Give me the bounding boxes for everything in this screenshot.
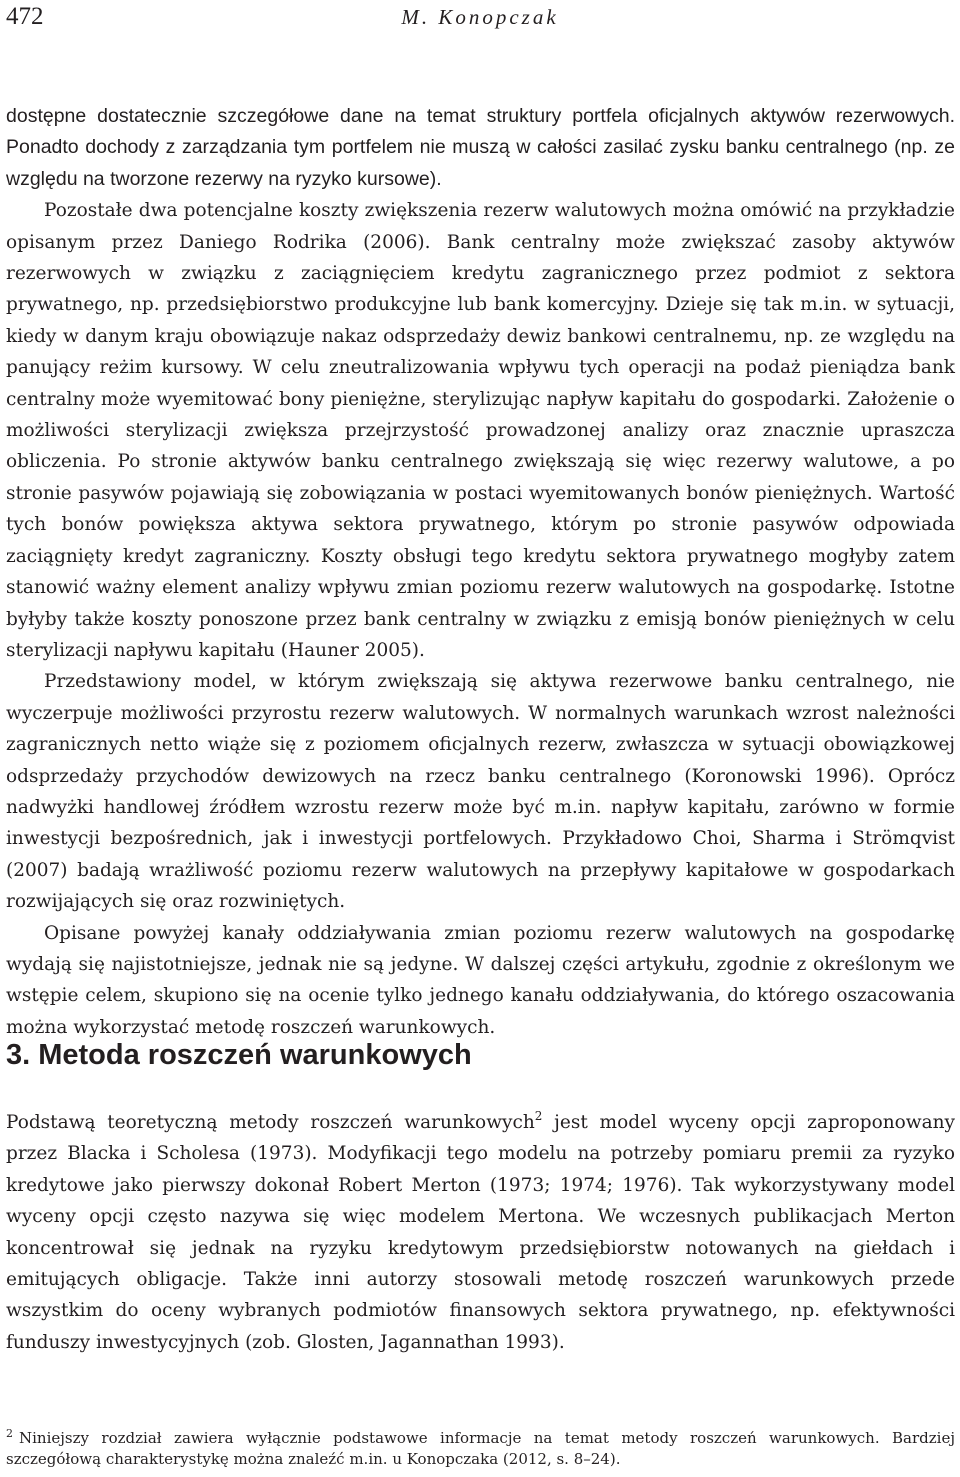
paragraph-3: Przedstawiony model, w którym zwiększają się aktywa rezerwowe banku centralnego, nie wyczerpuje możliwości przyrostu rezerw walutowych. W normalnych warunkach wzrost należności zagranicznych netto wiąże się z poziomem oficjalnych rezerw, zwłaszcza w sytuacji obowiązkowej odsprzedaży przychodów dewizowych na rzecz banku centralnego (Koronowski 1996). Oprócz nadwyżki handlowej źródłem wzrostu rezerw może być m.in. napływ kapitału, zarówno w formie inwestycji bezpośrednich, jak i inwestycji portfelowych. Przykładowo Choi, Sharma i Strömqvist (2007) badają wrażliwość poziomu rezerw walutowych na przepływy kapitałowe w gospodarkach rozwijających się oraz rozwiniętych.: [6, 671, 955, 913]
paragraph-1: dostępne dostatecznie szczegółowe dane na temat struktury portfela oficjalnych aktywów rezerwowych. Ponadto dochody z zarządzania tym portfelem nie muszą w całości zasilać zysku banku centralnego (np. ze względu na tworzone rezerwy na ryzyko kursowe).: [6, 105, 955, 190]
page-number: 472: [6, 3, 44, 30]
page-header: [6, 2, 954, 32]
section-text-start: Podstawą teoretyczną metody roszczeń warunkowych: [6, 1112, 535, 1133]
footnote-text: Niniejszy rozdział zawiera wyłącznie podstawowe informacje na temat metody roszczeń warunkowych. Bardziej szczegółową charakterystykę można znaleźć m.in. u Konopczaka (2012, s. 8–24).: [6, 1429, 955, 1468]
section-body: [6, 1107, 955, 1358]
paragraph-2: Pozostałe dwa potencjalne koszty zwiększenia rezerw walutowych można omówić na przykładzie opisanym przez Daniego Rodrika (2006). Bank centralny może zwiększać zasoby aktywów rezerwowych w związku z zaciągnięciem kredytu zagranicznego przez podmiot z sektora prywatnego, np. przedsiębiorstwo produkcyjne lub bank komercyjny. Dzieje się tak m.in. w sytuacji, kiedy w danym kraju obowiązuje nakaz odsprzedaży dewiz bankowi centralnemu, np. ze względu na panujący reżim kursowy. W celu zneutralizowania wpływu tych operacji na podaż pieniądza bank centralny może wyemitować bony pieniężne, sterylizując napływ kapitału do gospodarki. Założenie o możliwości sterylizacji zwiększa przejrzystość prowadzonej analizy oraz znacznie upraszcza obliczenia. Po stronie aktywów banku centralnego zwiększają się więc rezerwy walutowe, a po stronie pasywów pojawiają się zobowiązania w postaci wyemitowanych bonów pieniężnych. Wartość tych bonów powiększa aktywa sektora prywatnego, którym po stronie pasywów odpowiada zaciągnięty kredyt zagraniczny. Koszty obsługi tego kredytu sektora prywatnego mogłyby zatem stanowić ważny element analizy wpływu zmian poziomu rezerw walutowych na gospodarkę. Istotne byłyby także koszty ponoszone przez bank centralny w związku z emisją bonów pieniężnych w celu sterylizacji napływu kapitału (Hauner 2005).: [6, 200, 955, 661]
main-text: [6, 101, 955, 1043]
footnote: [6, 1428, 955, 1470]
section-text-rest: jest model wyceny opcji zaproponowany przez Blacka i Scholesa (1973). Modyfikacji tego modelu na potrzeby pomiaru premii za ryzyko kredytowe jako pierwszy dokonał Robert Merton (1973; 1974; 1976). Tak wykorzystywany model wyceny opcji często nazywa się więc modelem Mertona. We wczesnych publikacjach Merton koncentrował się jednak na ryzyku kredytowym przedsiębiorstw notowanych na giełdach i emitujących obligacje. Także inni autorzy stosowali metodę roszczeń warunkowych przede wszystkim do oceny wybranych podmiotów finansowych sektora prywatnego, np. efektywności funduszy inwestycyjnych (zob. Glosten, Jagannathan 1993).: [6, 1112, 955, 1353]
section-heading: 3. Metoda roszczeń warunkowych: [6, 1039, 472, 1071]
paragraph-4: Opisane powyżej kanały oddziaływania zmian poziomu rezerw walutowych na gospodarkę wydają się najistotniejsze, jednak nie są jedyne. W dalszej części artykułu, zgodnie z określonym we wstępie celem, skupiono się na ocenie tylko jednego kanału oddziaływania, do którego oszacowania można wykorzystać metodę roszczeń warunkowych.: [6, 922, 955, 1038]
footnote-marker: 2: [6, 1427, 13, 1440]
section-paragraph: [6, 1107, 955, 1358]
running-head-author: M. Konopczak: [401, 5, 559, 29]
footnote-reference: 2: [534, 1109, 543, 1123]
